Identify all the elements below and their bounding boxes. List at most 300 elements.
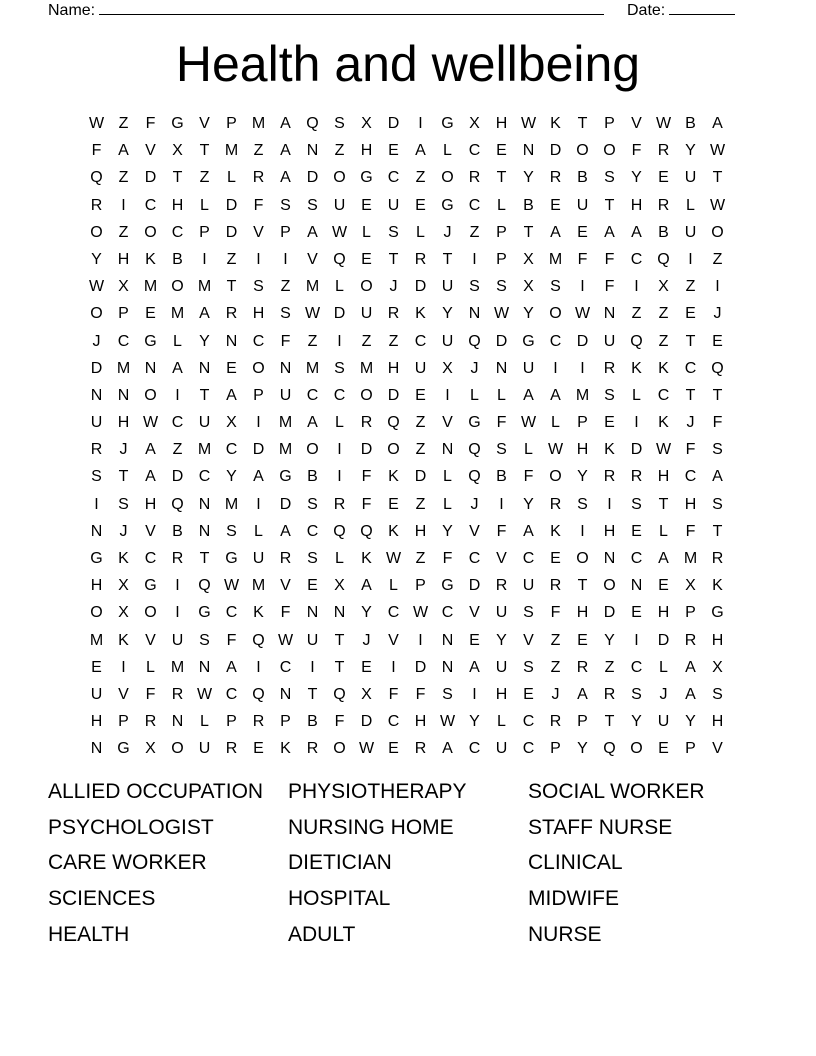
grid-letter: M (278, 441, 293, 459)
grid-letter: U (360, 305, 373, 323)
page-title: Health and wellbeing (175, 36, 641, 92)
grid-letter: M (278, 414, 293, 432)
grid-letter: Y (442, 305, 453, 323)
grid-letter: P (685, 740, 696, 758)
grid-row (83, 572, 731, 599)
grid-letter: N (90, 386, 103, 404)
grid-letter: O (90, 223, 103, 241)
grid-letter: S (280, 196, 291, 214)
grid-letter: T (442, 250, 453, 268)
grid-letter: B (523, 196, 534, 214)
grid-row (83, 654, 731, 681)
grid-letter: P (226, 713, 237, 731)
grid-letter: O (252, 359, 265, 377)
grid-letter: Y (523, 169, 534, 187)
grid-letter: Y (631, 169, 642, 187)
grid-letter: N (522, 142, 535, 160)
grid-letter: N (198, 522, 211, 540)
grid-letter: T (604, 196, 615, 214)
grid-letter: C (225, 441, 238, 459)
grid-letter: E (631, 522, 642, 540)
grid-row (83, 246, 731, 273)
grid-letter: W (655, 441, 672, 459)
grid-letter: Z (118, 169, 129, 187)
grid-letter: A (442, 740, 453, 758)
grid-letter: I (121, 658, 126, 676)
grid-letter: Q (468, 468, 481, 486)
grid-letter: V (253, 223, 264, 241)
grid-letter: R (495, 577, 508, 595)
grid-letter: L (389, 577, 398, 595)
grid-letter: M (116, 359, 131, 377)
grid-letter: R (225, 305, 238, 323)
grid-letter: E (685, 305, 696, 323)
grid-letter: D (414, 278, 427, 296)
grid-letter: A (307, 414, 318, 432)
grid-letter: T (712, 386, 723, 404)
grid-letter: W (385, 550, 402, 567)
grid-letter: G (198, 604, 211, 622)
grid-letter: M (251, 115, 266, 132)
grid-letter: O (360, 386, 373, 404)
grid-letter: P (577, 713, 588, 731)
grid-letter: N (441, 441, 454, 459)
grid-letter: E (388, 495, 399, 513)
grid-letter: V (496, 550, 507, 567)
grid-letter: K (280, 740, 291, 758)
grid-letter: O (144, 223, 157, 241)
grid-letter: D (279, 495, 292, 513)
grid-letter: C (387, 604, 400, 622)
grid-letter: X (145, 740, 156, 758)
grid-letter: U (684, 223, 697, 241)
grid-letter: R (279, 550, 292, 567)
grid-letter: F (496, 522, 507, 540)
grid-letter: W (304, 305, 321, 323)
grid-letter: W (709, 196, 726, 214)
grid-letter: O (576, 142, 589, 160)
grid-row (83, 328, 731, 355)
grid-letter: A (712, 468, 723, 486)
grid-letter: H (117, 250, 130, 268)
grid-letter: U (657, 713, 670, 731)
grid-row (83, 708, 731, 735)
grid-letter: X (685, 577, 696, 595)
grid-letter: L (497, 386, 506, 404)
grid-letter: C (225, 685, 238, 703)
grid-letter: U (252, 550, 265, 567)
grid-letter: E (496, 142, 507, 160)
grid-letter: C (198, 468, 211, 486)
grid-letter: U (90, 414, 103, 432)
grid-letter: E (307, 577, 318, 595)
grid-letter: O (171, 278, 184, 296)
grid-letter: C (306, 386, 319, 404)
grid-letter: U (198, 740, 211, 758)
grid-letter: D (387, 386, 400, 404)
grid-letter: W (412, 604, 429, 622)
grid-letter: Z (658, 305, 669, 323)
grid-letter: Q (603, 740, 616, 758)
grid-letter: R (171, 550, 184, 567)
header-line (48, 0, 740, 20)
grid-letter: X (118, 577, 129, 595)
grid-letter: O (387, 441, 400, 459)
date-label: Date: (627, 2, 666, 19)
grid-letter: Y (91, 250, 102, 268)
grid-row (83, 355, 731, 382)
grid-letter: H (90, 713, 103, 731)
grid-letter: R (468, 169, 481, 187)
grid-letter: Q (468, 441, 481, 459)
grid-letter: Y (577, 468, 588, 486)
grid-letter: F (523, 468, 534, 486)
word-list-item: SCIENCES (48, 887, 156, 911)
grid-letter: H (603, 522, 616, 540)
grid-letter: E (712, 332, 723, 350)
grid-letter: A (145, 468, 156, 486)
grid-letter: E (91, 658, 102, 676)
grid-letter: X (469, 115, 480, 132)
grid-letter: F (415, 685, 426, 703)
grid-letter: U (387, 196, 400, 214)
grid-letter: I (121, 196, 126, 214)
grid-letter: A (361, 577, 372, 595)
grid-letter: I (175, 604, 180, 622)
grid-letter: J (362, 631, 371, 649)
grid-letter: R (549, 713, 562, 731)
grid-row (83, 463, 731, 490)
grid-letter: F (145, 115, 156, 132)
grid-letter: O (576, 550, 589, 567)
grid-letter: S (307, 196, 318, 214)
grid-letter: M (575, 386, 590, 404)
grid-letter: Q (468, 332, 481, 350)
grid-letter: S (550, 278, 561, 296)
grid-letter: A (685, 658, 696, 676)
grid-letter: X (442, 359, 453, 377)
grid-letter: L (659, 522, 668, 540)
grid-letter: N (279, 359, 292, 377)
grid-letter: D (603, 604, 616, 622)
grid-letter: S (496, 441, 507, 459)
grid-letter: F (442, 550, 453, 567)
grid-letter: Y (496, 631, 507, 649)
grid-letter: H (684, 495, 697, 513)
grid-letter: R (414, 740, 427, 758)
date-blank (669, 0, 735, 15)
grid-letter: W (277, 631, 294, 649)
grid-letter: Q (198, 577, 211, 595)
grid-letter: L (173, 332, 182, 350)
grid-letter: S (307, 550, 318, 567)
grid-letter: A (280, 522, 291, 540)
grid-letter: I (175, 577, 180, 595)
grid-letter: R (360, 414, 373, 432)
grid-letter: D (333, 305, 346, 323)
grid-letter: N (603, 550, 616, 567)
grid-letter: I (175, 386, 180, 404)
grid-letter: N (279, 685, 292, 703)
grid-letter: N (306, 142, 319, 160)
grid-letter: I (445, 386, 450, 404)
grid-letter: A (118, 142, 129, 160)
grid-letter: P (415, 577, 426, 595)
grid-letter: X (658, 278, 669, 296)
grid-letter: T (226, 278, 237, 296)
grid-letter: Q (333, 685, 346, 703)
grid-letter: E (361, 250, 372, 268)
grid-letter: M (224, 142, 239, 160)
grid-letter: I (499, 495, 504, 513)
grid-letter: D (360, 713, 373, 731)
grid-letter: H (576, 441, 589, 459)
grid-letter: B (307, 468, 318, 486)
grid-letter: Z (415, 414, 426, 432)
grid-letter: Q (657, 250, 670, 268)
grid-letter: X (226, 414, 237, 432)
grid-letter: D (144, 169, 157, 187)
grid-letter: L (227, 169, 236, 187)
grid-letter: F (685, 441, 696, 459)
grid-letter: S (712, 685, 723, 703)
grid-letter: L (497, 713, 506, 731)
grid-letter: N (333, 604, 346, 622)
grid-letter: C (630, 550, 643, 567)
grid-letter: K (550, 522, 561, 540)
grid-letter: R (657, 142, 670, 160)
grid-letter: Z (253, 142, 264, 160)
grid-letter: E (631, 604, 642, 622)
grid-letter: R (711, 550, 724, 567)
grid-letter: G (144, 332, 157, 350)
grid-letter: G (441, 196, 454, 214)
grid-letter: V (469, 604, 480, 622)
grid-letter: H (171, 196, 184, 214)
grid-letter: J (470, 359, 479, 377)
grid-letter: V (712, 740, 723, 758)
grid-letter: Q (252, 685, 265, 703)
grid-letter: L (200, 713, 209, 731)
word-list-item: NURSING HOME (288, 815, 454, 839)
grid-letter: Z (712, 250, 723, 268)
grid-letter: D (657, 631, 670, 649)
grid-letter: X (523, 278, 534, 296)
grid-letter: A (469, 658, 480, 676)
grid-row (83, 599, 731, 626)
grid-letter: D (225, 223, 238, 241)
grid-letter: P (118, 713, 129, 731)
grid-letter: U (306, 631, 319, 649)
grid-letter: M (251, 577, 266, 595)
grid-letter: S (199, 631, 210, 649)
grid-letter: L (335, 278, 344, 296)
grid-letter: F (685, 522, 696, 540)
grid-letter: Q (306, 115, 319, 132)
grid-letter: U (441, 278, 454, 296)
grid-letter: E (361, 196, 372, 214)
grid-letter: L (254, 522, 263, 540)
grid-letter: T (685, 332, 696, 350)
grid-letter: I (472, 250, 477, 268)
grid-letter: G (225, 550, 238, 567)
grid-letter: T (199, 386, 210, 404)
grid-letter: I (418, 115, 423, 132)
grid-letter: P (496, 250, 507, 268)
grid-letter: S (523, 604, 534, 622)
grid-letter: V (442, 414, 453, 432)
grid-letter: S (280, 305, 291, 323)
grid-letter: O (603, 577, 616, 595)
grid-letter: S (334, 115, 345, 132)
grid-letter: J (551, 685, 560, 703)
grid-letter: W (331, 223, 348, 241)
grid-letter: U (279, 386, 292, 404)
grid-letter: U (90, 685, 103, 703)
grid-letter: W (520, 414, 537, 432)
grid-letter: M (548, 250, 563, 268)
grid-letter: I (607, 495, 612, 513)
grid-row (83, 545, 731, 572)
grid-letter: Q (171, 495, 184, 513)
grid-letter: T (577, 115, 588, 132)
grid-letter: O (306, 441, 319, 459)
grid-letter: Y (199, 332, 210, 350)
grid-letter: C (225, 604, 238, 622)
grid-letter: P (280, 223, 291, 241)
grid-letter: N (198, 359, 211, 377)
grid-letter: E (415, 196, 426, 214)
grid-row (83, 273, 731, 300)
grid-letter: D (90, 359, 103, 377)
grid-letter: Q (387, 414, 400, 432)
grid-letter: I (256, 658, 261, 676)
grid-letter: T (334, 658, 345, 676)
grid-letter: R (90, 196, 103, 214)
grid-letter: Q (711, 359, 724, 377)
grid-letter: O (90, 604, 103, 622)
grid-letter: P (550, 740, 561, 758)
name-blank (99, 0, 604, 15)
grid-letter: O (441, 169, 454, 187)
grid-letter: Y (523, 495, 534, 513)
grid-letter: T (199, 142, 210, 160)
grid-letter: M (170, 658, 185, 676)
grid-letter: L (416, 223, 425, 241)
grid-letter: G (90, 550, 103, 567)
grid-letter: B (496, 468, 507, 486)
grid-letter: C (657, 386, 670, 404)
grid-letter: W (574, 305, 591, 323)
grid-letter: G (360, 169, 373, 187)
grid-letter: W (223, 577, 240, 595)
grid-letter: L (686, 196, 695, 214)
grid-letter: V (145, 522, 156, 540)
grid-letter: X (361, 685, 372, 703)
grid-letter: E (523, 685, 534, 703)
grid-letter: R (252, 713, 265, 731)
grid-letter: X (172, 142, 183, 160)
grid-letter: S (577, 495, 588, 513)
grid-letter: I (283, 250, 288, 268)
grid-letter: I (310, 658, 315, 676)
grid-letter: M (305, 278, 320, 296)
grid-letter: R (414, 250, 427, 268)
grid-letter: T (199, 550, 210, 567)
grid-letter: C (144, 196, 157, 214)
grid-letter: B (658, 223, 669, 241)
grid-letter: C (522, 713, 535, 731)
grid-letter: H (144, 495, 157, 513)
grid-letter: T (523, 223, 534, 241)
grid-letter: V (307, 250, 318, 268)
grid-letter: R (603, 468, 616, 486)
grid-letter: A (280, 142, 291, 160)
grid-letter: J (389, 278, 398, 296)
grid-letter: T (334, 631, 345, 649)
grid-letter: U (198, 414, 211, 432)
grid-letter: L (551, 414, 560, 432)
grid-letter: E (145, 305, 156, 323)
grid-letter: N (603, 305, 616, 323)
grid-letter: N (117, 386, 130, 404)
grid-letter: O (171, 740, 184, 758)
grid-letter: C (144, 550, 157, 567)
grid-letter: L (335, 550, 344, 567)
grid-letter: I (553, 359, 558, 377)
grid-letter: O (630, 740, 643, 758)
grid-letter: K (118, 631, 129, 649)
word-list-item: STAFF NURSE (528, 815, 673, 839)
grid-letter: G (468, 414, 481, 432)
grid-letter: X (361, 115, 372, 132)
grid-letter: Z (658, 332, 669, 350)
grid-letter: A (226, 386, 237, 404)
grid-letter: H (495, 685, 508, 703)
grid-letter: C (684, 468, 697, 486)
grid-letter: F (604, 278, 615, 296)
grid-letter: W (88, 278, 105, 296)
grid-letter: I (256, 250, 261, 268)
grid-letter: P (199, 223, 210, 241)
grid-letter: U (603, 332, 616, 350)
grid-letter: K (658, 359, 669, 377)
grid-letter: A (550, 223, 561, 241)
grid-letter: Z (415, 169, 426, 187)
grid-letter: Z (334, 142, 345, 160)
grid-letter: H (90, 577, 103, 595)
grid-letter: Z (361, 332, 372, 350)
grid-letter: H (117, 414, 130, 432)
grid-letter: R (306, 740, 319, 758)
grid-letter: V (523, 631, 534, 649)
grid-letter: C (414, 332, 427, 350)
grid-letter: F (631, 142, 642, 160)
grid-letter: C (684, 359, 697, 377)
grid-letter: W (493, 305, 510, 323)
grid-letter: O (360, 278, 373, 296)
grid-row (83, 735, 731, 762)
grid-letter: S (307, 495, 318, 513)
grid-letter: N (90, 522, 103, 540)
grid-letter: Z (550, 658, 561, 676)
grid-row (83, 681, 731, 708)
grid-letter: A (685, 685, 696, 703)
grid-row (83, 300, 731, 327)
grid-letter: E (361, 658, 372, 676)
grid-letter: H (495, 115, 508, 132)
grid-letter: T (577, 577, 588, 595)
